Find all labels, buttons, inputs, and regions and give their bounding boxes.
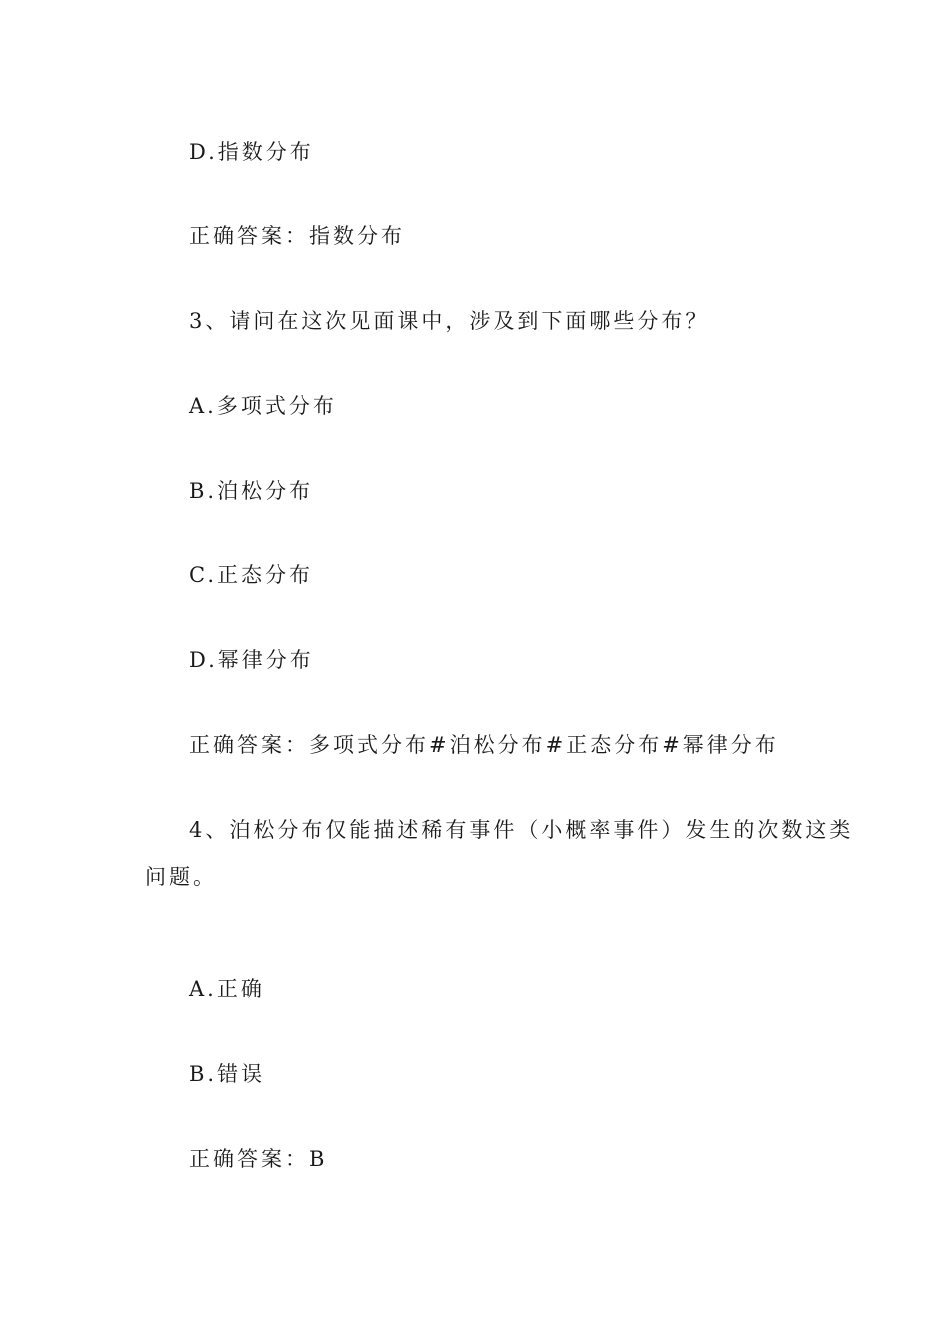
q3-option-d: D.幂律分布	[189, 648, 314, 672]
q4-option-a: A.正确	[189, 977, 265, 1001]
q4-answer: 正确答案：B	[189, 1147, 328, 1171]
q3-answer: 正确答案：多项式分布#泊松分布#正态分布#幂律分布	[189, 733, 779, 757]
q4-question-line2: 问题。	[145, 865, 217, 889]
q3-question: 3、请问在这次见面课中，涉及到下面哪些分布？	[189, 309, 710, 333]
q4-option-b: B.错误	[189, 1062, 266, 1086]
q3-option-b: B.泊松分布	[189, 479, 314, 503]
q3-option-a: A.多项式分布	[189, 394, 337, 418]
q4-question-line1: 4、泊松分布仅能描述稀有事件（小概率事件）发生的次数这类	[189, 818, 854, 842]
q3-option-c: C.正态分布	[189, 563, 313, 587]
q2-answer: 正确答案：指数分布	[189, 224, 405, 248]
q2-option-d: D.指数分布	[189, 140, 314, 164]
